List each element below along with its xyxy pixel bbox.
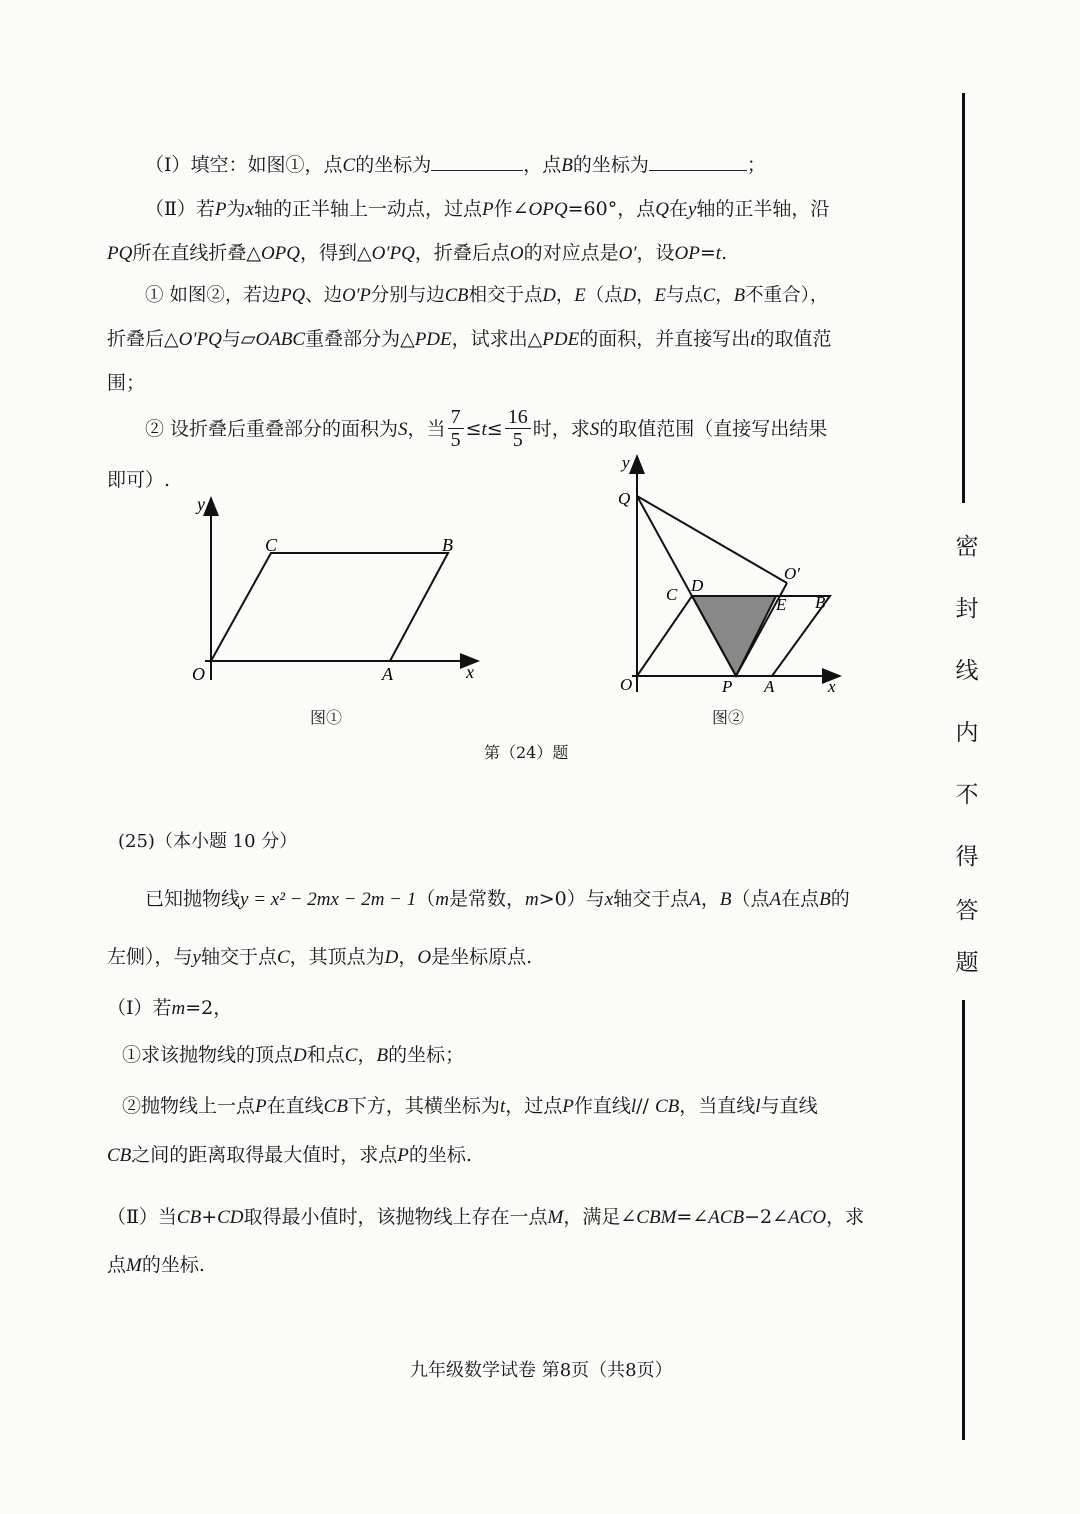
q24-part2-line2: PQ所在直线折叠△OPQ，得到△O′PQ，折叠后点O的对应点是O′，设OP=t. (107, 242, 728, 264)
fig2-segment-qp (637, 496, 736, 676)
fig2-label-e: E (776, 595, 787, 614)
seal-char-3: 线 (955, 658, 979, 684)
q25-stem-line1: 已知抛物线y = x² − 2mx − 2m − 1（m是常数，m>0）与x轴交于点A，B（点A在点B的 (145, 888, 850, 910)
fig1-label-o: O (192, 664, 205, 684)
fig1-label-y: y (197, 494, 205, 514)
fig2-label-a: A (764, 677, 775, 696)
figure-1 (180, 490, 490, 690)
fig1-parallelogram-oabc (211, 553, 448, 661)
q24-sub1-line1: ① 如图②，若边PQ、边O′P分别与边CB相交于点D，E（点D，E与点C，B不重合）， (145, 285, 829, 306)
fraction-16-5: $\frac{16}{5}$ (505, 406, 531, 451)
q25-part1-sub2-line2: CB之间的距离取得最大值时，求点P的坐标. (107, 1144, 472, 1166)
q25-part1-sub1: ①求该抛物线的顶点D和点C，B的坐标； (122, 1044, 465, 1066)
fig2-label-x: x (828, 677, 836, 696)
fig2-segment-qo2 (637, 496, 787, 583)
fig2-caption: 图② (712, 708, 745, 727)
seal-char-8: 题 (955, 950, 979, 976)
q24-part1: （Ⅰ）填空：如图①，点C的坐标为 ，点B的坐标为 ； (145, 150, 766, 180)
q25-part1: （Ⅰ）若m=2， (107, 997, 233, 1019)
fig2-label-p: P (722, 677, 733, 696)
fig2-label-b: B (815, 593, 826, 612)
q24-sub1-line3: 围； (107, 372, 146, 394)
figure-2 (600, 450, 850, 700)
fig2-label-c: C (666, 585, 678, 604)
fig2-label-d: D (691, 576, 704, 595)
q25-part2-line2: 点M的坐标. (107, 1254, 205, 1276)
q25-header: (25)（本小题 10 分） (118, 831, 298, 852)
q24-sub2-line2: 即可）. (107, 469, 171, 491)
seal-char-7: 答 (955, 898, 979, 924)
q24-sub1-line2: 折叠后△O′PQ与▱OABC重叠部分为△PDE，试求出△PDE的面积，并直接写出t的取值范 (107, 328, 832, 350)
fig2-label-o2: O′ (784, 564, 800, 583)
page-footer: 九年级数学试卷 第8页（共8页） (410, 1360, 673, 1381)
seal-char-1: 密 (955, 534, 979, 560)
seal-char-4: 内 (955, 720, 979, 746)
fig2-label-q: Q (618, 489, 631, 508)
fig1-caption: 图① (310, 708, 343, 727)
fig1-label-c: C (265, 535, 278, 555)
q25-part2-line1: （Ⅱ）当CB+CD取得最小值时，该抛物线上存在一点M，满足∠CBM=∠ACB−2∠ACO，求 (107, 1206, 865, 1228)
fig2-overlap-triangle-pde (692, 596, 776, 676)
seal-char-2: 封 (955, 596, 979, 622)
fig1-label-a: A (382, 664, 393, 684)
fig2-label-o: O (620, 675, 633, 694)
q25-stem-line2: 左侧），与y轴交于点C，其顶点为D，O是坐标原点. (107, 946, 533, 968)
q24-sub2-line1: ② 设折叠后重叠部分的面积为S，当 $\frac{7}{5}$ ≤t≤ $\frac{16}{5}$ 时，求S的取值范围（直接写出结果 (145, 405, 828, 451)
q24-part2-line1: （Ⅱ）若P为x轴的正半轴上一动点，过点P作∠OPQ=60°，点Q在y轴的正半轴，沿 (145, 198, 830, 220)
seal-char-5: 不 (955, 782, 979, 808)
q25-part1-sub2-line1: ②抛物线上一点P在直线CB下方，其横坐标为t，过点P作直线l// CB，当直线l与直线 (122, 1095, 818, 1117)
fig1-label-x: x (466, 662, 474, 682)
answer-blank-b[interactable] (649, 150, 747, 171)
seal-rule-bottom (962, 1000, 965, 1440)
seal-rule-top (962, 93, 965, 503)
fig2-label-y: y (622, 453, 630, 472)
seal-char-6: 得 (955, 844, 979, 870)
fraction-7-5: $\frac{7}{5}$ (448, 406, 464, 451)
q24-caption: 第（24）题 (484, 743, 569, 762)
answer-blank-c[interactable] (431, 150, 523, 171)
fig1-label-b: B (442, 535, 453, 555)
